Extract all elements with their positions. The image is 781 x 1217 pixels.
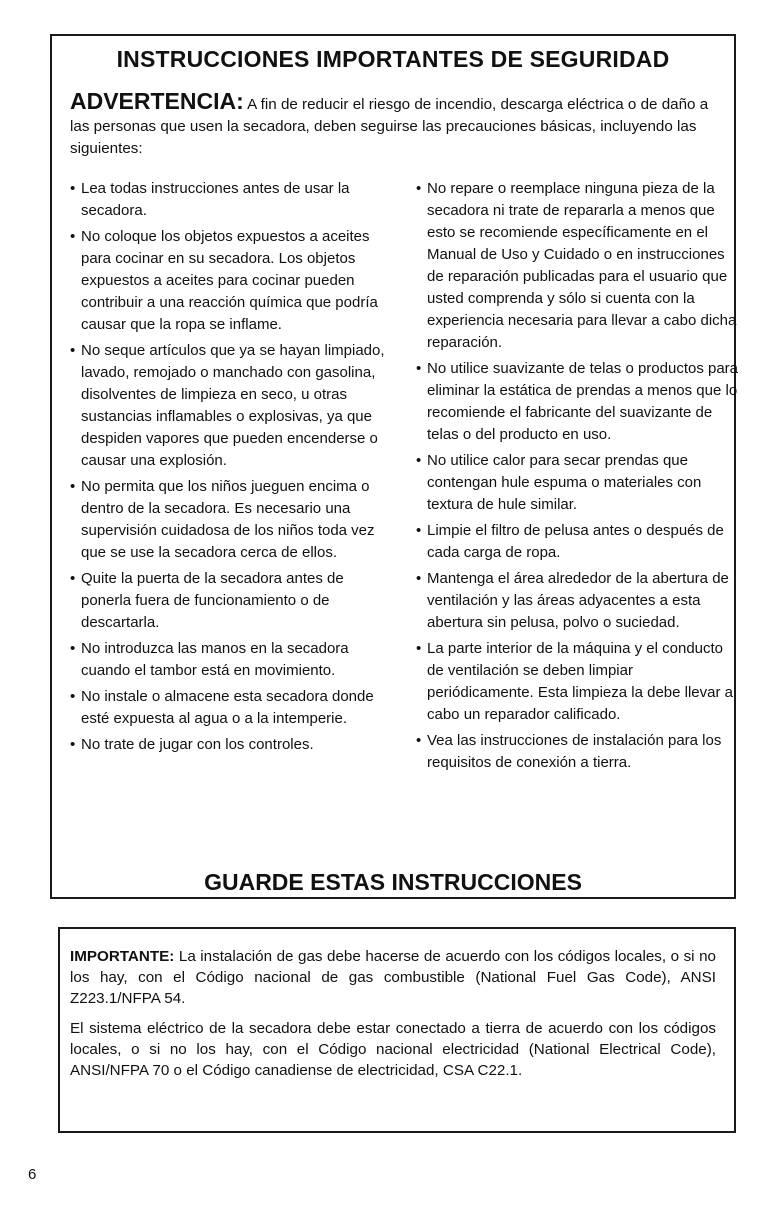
list-item: • Lea todas instrucciones antes de usar la secadora. xyxy=(70,178,396,222)
list-item: • No repare o reemplace ninguna pieza de la secadora ni trate de repararla a menos que esto se recomiende específicamente en el Manual de Uso y Cuidado o en instrucciones de reparación publicadas para el usuario que usted comprenda y sólo si cuenta con la experiencia necesaria para llevar a cabo dicha reparación. xyxy=(416,178,738,354)
warning-word: ADVERTENCIA: xyxy=(70,88,244,114)
list-item: • No utilice calor para secar prendas que contengan hule espuma o materiales con textura de hule similar. xyxy=(416,450,738,516)
safety-list-right xyxy=(416,178,738,778)
safety-title: INSTRUCCIONES IMPORTANTES DE SEGURIDAD xyxy=(116,46,670,72)
important-notice-box xyxy=(58,927,736,1133)
list-item: • No coloque los objetos expuestos a aceites para cocinar en su secadora. Los objetos expuestos a aceites para cocinar pueden contribuir a una reacción química que podría causar que la ropa se inflame. xyxy=(70,226,396,336)
list-item: • Limpie el filtro de pelusa antes o después de cada carga de ropa. xyxy=(416,520,738,564)
safety-instructions-box xyxy=(50,34,739,899)
list-item: • No seque artículos que ya se hayan limpiado, lavado, remojado o manchado con gasolina, disolventes de limpieza en seco, u otras sustancias inflamables o explosivas, ya que despiden vapores que pueden encenderse o causar una explosión. xyxy=(70,340,396,472)
list-item: • No permita que los niños jueguen encima o dentro de la secadora. Es necesario una supervisión cuidadosa de los niños toda vez que se use la secadora cerca de ellos. xyxy=(70,476,396,564)
save-instructions-heading: GUARDE ESTAS INSTRUCCIONES xyxy=(204,869,582,895)
list-item: • La parte interior de la máquina y el conducto de ventilación se deben limpiar periódicamente. Esta limpieza la debe llevar a cabo un reparador calificado. xyxy=(416,638,738,726)
gas-installation-text: La instalación de gas debe hacerse de acuerdo con los códigos locales, o si no los hay, con el Código nacional de gas combustible (National Fuel Gas Code), ANSI Z223.1/NFPA 54. xyxy=(70,948,716,1007)
warning-paragraph xyxy=(70,90,720,160)
list-item: • Mantenga el área alrededor de la abertura de ventilación y las áreas adyacentes a esta abertura sin pelusa, polvo o suciedad. xyxy=(416,568,738,634)
list-item: • No utilice suavizante de telas o productos para eliminar la estática de prendas a menos que lo recomiende el fabricante del suavizante de telas o del producto en uso. xyxy=(416,358,738,446)
important-word: IMPORTANTE: xyxy=(70,948,175,965)
list-item: • No instale o almacene esta secadora donde esté expuesta al agua o a la intemperie. xyxy=(70,686,396,730)
electrical-grounding-paragraph: El sistema eléctrico de la secadora debe estar conectado a tierra de acuerdo con los códigos locales, o si no los hay, con el Código nacional electricidad (National Electrical Code), ANSI/NFPA 70 o el Código canadiense de electricidad, CSA C22.1. xyxy=(70,1020,716,1079)
safety-list-left xyxy=(70,178,396,760)
list-item: • Quite la puerta de la secadora antes de ponerla fuera de funcionamiento o de descartarla. xyxy=(70,568,396,634)
list-item: • No introduzca las manos en la secadora cuando el tambor está en movimiento. xyxy=(70,638,396,682)
gas-installation-paragraph xyxy=(70,946,716,1009)
warning-text: A fin de reducir el riesgo de incendio, descarga eléctrica o de daño a las personas que usen la secadora, deben seguirse las precauciones básicas, incluyendo las siguientes: xyxy=(70,96,709,157)
list-item: • No trate de jugar con los controles. xyxy=(70,734,396,756)
page-number: 6 xyxy=(28,1166,37,1183)
list-item: • Vea las instrucciones de instalación para los requisitos de conexión a tierra. xyxy=(416,730,738,774)
